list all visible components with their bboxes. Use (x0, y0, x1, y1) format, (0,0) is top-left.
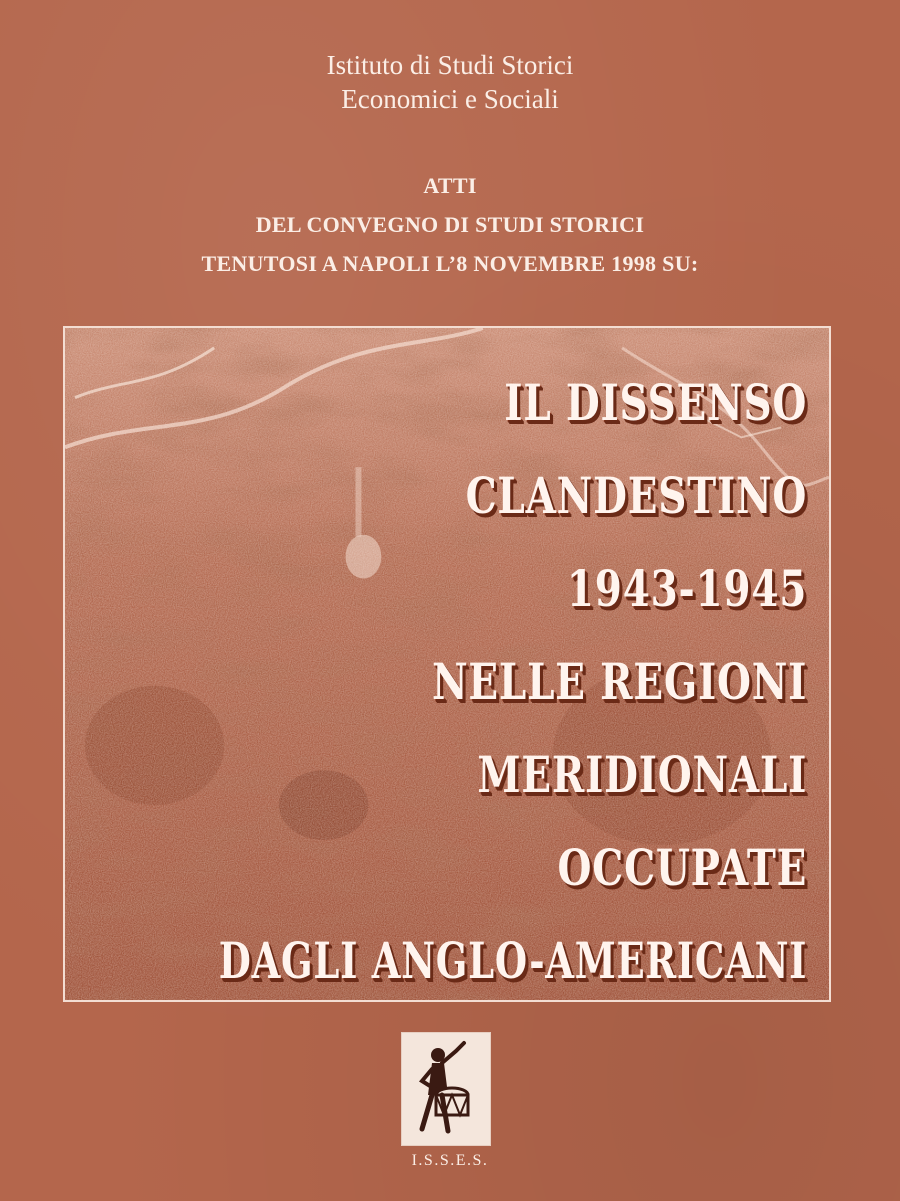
title-line-4: NELLE REGIONI (431, 652, 807, 711)
proceedings-heading (0, 166, 900, 283)
institute-line-1: Istituto di Studi Storici (326, 50, 574, 80)
title-line-6: OCCUPATE (557, 838, 807, 897)
cover-title (63, 356, 807, 1002)
drummer-logo-icon (401, 1032, 491, 1146)
title-line-3: 1943-1945 (566, 559, 807, 618)
cover-photo-frame (63, 326, 831, 1002)
institute-name (0, 48, 900, 116)
publisher-acronym: I.S.S.E.S. (411, 1152, 489, 1169)
title-line-5: MERIDIONALI (477, 745, 807, 804)
proceedings-line-2: DEL CONVEGNO DI STUDI STORICI (255, 212, 645, 237)
title-line-2: CLANDESTINO (465, 466, 807, 525)
title-line-7: DAGLI ANGLO-AMERICANI (218, 931, 807, 990)
title-line-1: IL DISSENSO (504, 373, 807, 432)
drummer-logo-graphic (402, 1033, 490, 1145)
proceedings-line-3: TENUTOSI A NAPOLI L’8 NOVEMBRE 1998 SU: (201, 251, 699, 276)
proceedings-line-1: ATTI (423, 173, 477, 198)
institute-line-2: Economici e Sociali (341, 84, 559, 114)
